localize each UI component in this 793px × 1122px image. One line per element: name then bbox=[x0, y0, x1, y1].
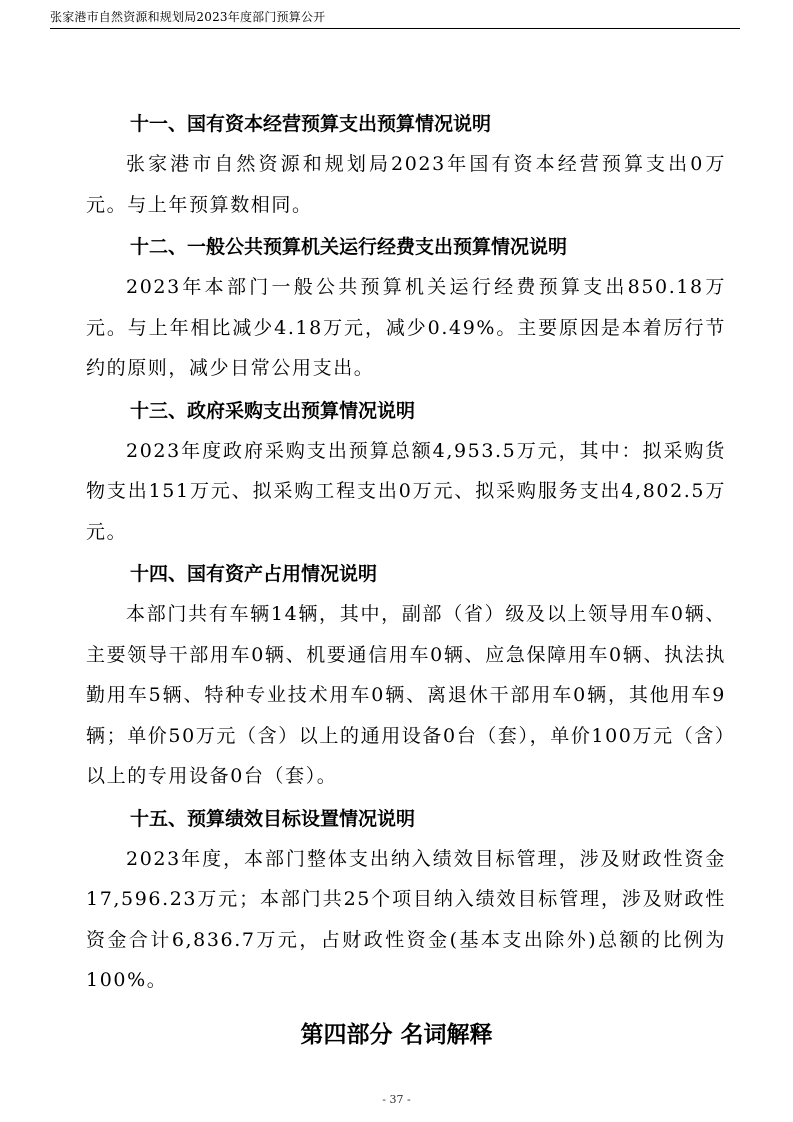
section-heading: 十二、一般公共预算机关运行经费支出预算情况说明 bbox=[130, 236, 568, 258]
part-title: 第四部分 名词解释 bbox=[300, 1022, 493, 1048]
section-paragraph: 本部门共有车辆14辆，其中，副部（省）级及以上领导用车0辆、主要领导干部用车0辆、机要通信用车0辆、应急保障用车0辆、执法执勤用车5辆、特种专业技术用车0辆、离退休干部用车0辆，其他用车9辆；单价50万元（含）以上的通用设备0台（套），单价100万元（含）以上的专用设备0台（套）。 bbox=[86, 603, 726, 787]
header-divider bbox=[50, 28, 740, 29]
section-heading: 十四、国有资产占用情况说明 bbox=[130, 563, 378, 585]
page-number: - 37 - bbox=[382, 1093, 411, 1106]
section-heading: 十一、国有资本经营预算支出预算情况说明 bbox=[130, 113, 492, 135]
section-paragraph: 2023年度政府采购支出预算总额4,953.5万元，其中：拟采购货物支出151万元、拟采购工程支出0万元、拟采购服务支出4,802.5万元。 bbox=[86, 439, 726, 543]
section-state-capital-budget bbox=[86, 104, 726, 225]
document-body bbox=[86, 104, 726, 1003]
section-state-assets bbox=[86, 554, 726, 797]
section-paragraph: 2023年度，本部门整体支出纳入绩效目标管理，涉及财政性资金17,596.23万元；本部门共25个项目纳入绩效目标管理，涉及财政性资金合计6,836.7万元，占财政性资金(基本支出除外)总额的比例为100%。 bbox=[86, 847, 726, 991]
running-header: 张家港市自然资源和规划局2023年度部门预算公开 bbox=[50, 10, 326, 24]
section-paragraph: 2023年本部门一般公共预算机关运行经费预算支出850.18万元。与上年相比减少4.18万元，减少0.49%。主要原因是本着厉行节约的原则，减少日常公用支出。 bbox=[86, 276, 726, 379]
section-heading: 十五、预算绩效目标设置情况说明 bbox=[130, 807, 416, 830]
section-government-procurement bbox=[86, 391, 726, 553]
section-heading: 十三、政府采购支出预算情况说明 bbox=[130, 399, 416, 422]
section-operating-expenses bbox=[86, 227, 726, 389]
section-performance-targets bbox=[86, 799, 726, 1001]
section-paragraph: 张家港市自然资源和规划局2023年国有资本经营预算支出0万元。与上年预算数相同。 bbox=[86, 153, 726, 216]
